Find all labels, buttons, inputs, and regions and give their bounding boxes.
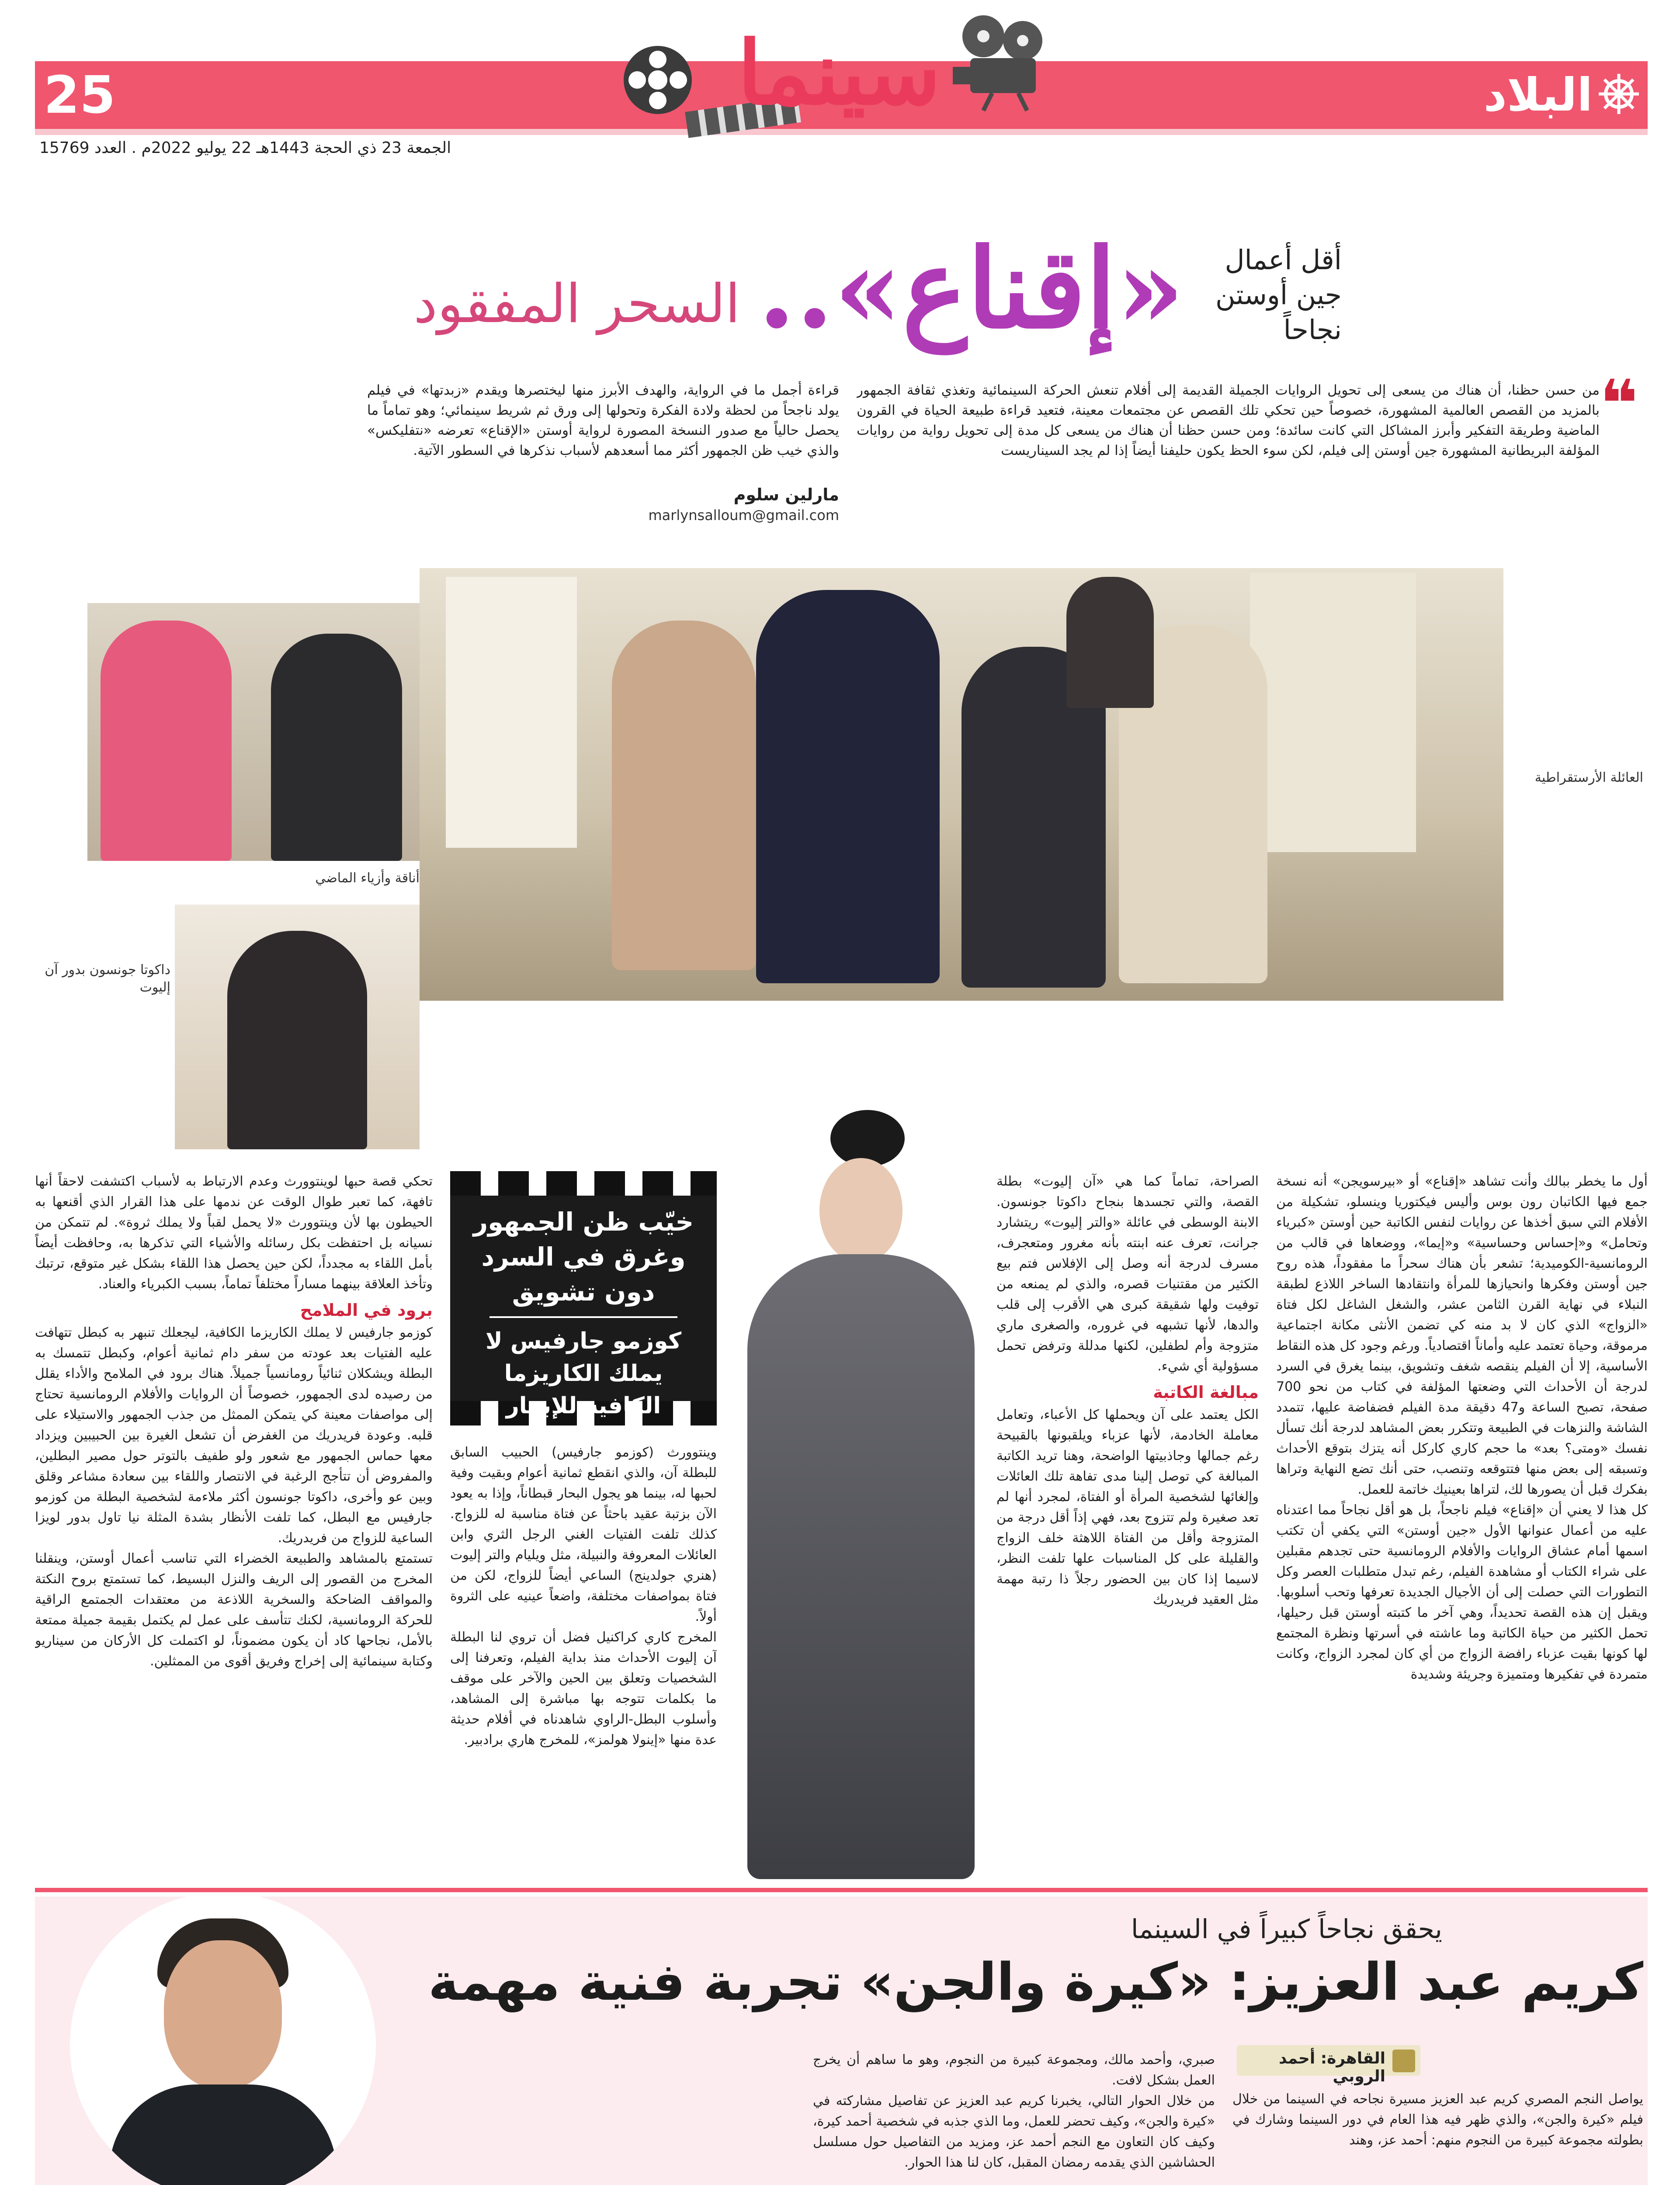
- column-text: كوزمو جارفيس لا يملك الكاريزما الكافية، ليجعلك تنبهر به كبطل تتهافت عليه الفتيات بعد عودته من سفر دام ثمانية أعوام، وكبطل تتمسك به البطلة ويشكلان ثنائياً رومانسياً جميلاً. هناك برود في الملامح والأداء يقلل من رصيده لدى الجمهور، خصوصاً أن الروايات والأفلام الرومانسية تحتاج إلى مواصفات معينة كي يتمكن الممثل من جذب الجمهور والاستيلاء على قلبه. وعودة فريدريك من الغفرض أن تشعل الغيرة بين الحبيبين ويزداد معها حماس الجمهور مع شعور ولو طفيف بالتوتر حول مصير البطلين، والمفروض أن تتأجج الرغبة في الانتصار واللقاء بين سعادة مشاعر وقلق وبين عو وأخرى، داكوتا جونسون أكثر ملاءمة لشخصية البطلة من كوزمو جارفيس مع البطل، كما تلفت الأنظار بشدة المثلة نيا تاول بدور لويزا الساعية للزواج من فريدريك. تستمتع بالمشاهد والطبيعة الخضراء التي تناسب أعمال أوستن، وينقلنا المخرج من القصور إلى الريف والنزل البسيط، كما تستمتع بروح النكتة والمواقف الضاحكة والسخرية اللاذعة من معتقدات الجمتمع الراقية للحركة الرومانسية، لكنك تتأسف على عمل لم يكتمل بقيمة جميلة ممتعة بالأمل، نجاحها كاد أن يكون مضموناً، لو اكتملت كل الأركان من سيناريو وكتابة سينمائية إلى إخراج وفريق أقوى من الممثلين.: [35, 1325, 433, 1669]
- film-projector-icon: [953, 12, 1053, 114]
- dateline-text: القاهرة: أحمد الروبي: [1278, 2050, 1385, 2085]
- section-divider: [35, 1888, 1648, 1892]
- story1-kicker: أقل أعمال جين أوستن نجاحاً: [1215, 244, 1342, 346]
- film-strip-top: [450, 1171, 717, 1196]
- author-email: marlynsalloum@gmail.com: [648, 507, 839, 524]
- subheading: برود في الملامح: [300, 1301, 433, 1320]
- karim-portrait-photo: [70, 1892, 376, 2185]
- film-reel-icon: [621, 43, 695, 119]
- figure-black-dress: [271, 634, 402, 861]
- date-line: الجمعة 23 ذي الحجة 1443هـ 22 يوليو 2022م . العدد 15769: [39, 139, 451, 157]
- family-photo: [420, 568, 1503, 1001]
- figure-dark-suit: [756, 590, 940, 983]
- column-text: تحكي قصة حبها لوينتوورث وعدم الارتباط به لأسباب اكتشفت لاحقاً أنها تافهة، كما تعبر طوال الوقت عن ندمها على هذا القرار الذي أقنعها به الحيطون بها لأن وينتوورث «لا يحمل لقباً ولا يملك ثروة». لم تتمكن من نسيانه بل احتفظت بكل رسائله والأشياء التي تذكرها به، وحافظت أيضاً بأمل اللقاء به مجدداً، لكن حين يحصل هذا اللقاء بشكل غير متوقع، ترتبك وتأخذ العلاقة بينهما مساراً مختلفاً تماماً، بسبب الكبرياء والعناد.: [35, 1174, 433, 1292]
- story1-column-2: [996, 1171, 1259, 1879]
- brand-logo: [1484, 61, 1593, 129]
- story2-title: كريم عبد العزيز: «كيرة والجن» تجربة فنية مهمة: [428, 1952, 1643, 2012]
- figure-red-dress: [612, 621, 756, 970]
- dress-shape: [747, 1254, 975, 1879]
- story1-column-4: [35, 1171, 433, 1879]
- story2-intro-right: يواصل النجم المصري كريم عبد العزيز مسيرة نجاحه في السينما من خلال فيلم «كيرة والجن»، والذي ظهر فيه هذا العام في دور السينما وشارك في بطولته مجموعة كبيرة من النجوم منهم: أحمد عز، وهند: [1232, 2091, 1643, 2148]
- subheading: مبالغة الكاتبة: [1153, 1383, 1259, 1402]
- window-backdrop: [1250, 572, 1416, 852]
- story2-kicker: يحقق نجاحاً كبيراً في السينما: [1131, 1914, 1442, 1945]
- divider: [489, 1316, 677, 1318]
- page-number: 25: [44, 65, 116, 125]
- story2-intro-left: صبري، وأحمد مالك، ومجموعة كبيرة من النجوم، وهو ما ساهم أن يخرج العمل بشكل لافت. من خلال الحوار التالي، يخبرنا كريم عبد العزيز عن تفاصيل مشاركته في «كيرة والجن»، وكيف تحضر للعمل، وما الذي جذبه في شخصية أحمد كيرة، وكيف كان التعاون مع النجم أحمد عز، ومزيد من التفاصيل حول مسلسل الحشاشين الذي يقدمه رمضان المقبل، كان لنا هذا الحوار.: [813, 2052, 1215, 2170]
- jacket-shape: [109, 2084, 337, 2185]
- byline: مارلين سلوم: [733, 485, 839, 504]
- quote-mark-icon: ❝: [1600, 366, 1638, 442]
- story1-intro-left: قراءة أجمل ما في الرواية، والهدف الأبرز منها ليختصرها ويقدم «زبدتها» في فيلم يولد ناجحاً من لحظة ولادة الفكرة وتحولها إلى ورق ثم شريط سينمائي؛ وهو تماماً ما يحصل حالياً مع صدور النسخة المصورة لرواية أوستن «الإقناع» تعرضه «نتفليكس» والذي خيب ظن الجمهور أكثر مما أسعدهم لأسباب نذكرها في السطور الآتية.: [367, 382, 839, 458]
- dateline-badge: [1237, 2045, 1420, 2085]
- story1-subtitle: السحر المفقود: [413, 273, 740, 335]
- logo-mark-icon: [1392, 2050, 1415, 2072]
- column-text: الصراحة، تماماً كما هي «آن إليوت» بطلة القصة، والتي تجسدها بنجاح داكوتا جونسون. الابنة الوسطى في عائلة «والتر إليوت» ريتشارد جرانت، تعرف عنه ابنته بأنه مغرور ومتعجرف، مسرف لدرجة أنه وصل إلى الإفلاس فتم بيع الكثير من مقتنيات قصره، والذي لم يمنعه من توفيت ولها شقيقة كبرى هي الأقرب إلى قلب والدها، لأنها تشبهه في غروره، والصغرى ماري متزوجة وأم لطفلين، لكنها مدللة وترفض تحمل مسؤولية أي شيء.: [996, 1174, 1259, 1374]
- ship-wheel-icon: [1597, 72, 1641, 116]
- quote-line-1: خيّب ظن الجمهور وغرق في السرد دون تشويق: [473, 1207, 694, 1307]
- story1-column-3: وينتوورث (كوزمو جارفيس) الحبيب السابق للبطلة آن، والذي انقطع ثمانية أعوام وبقيت وفية لحبها له، بينما هو يجول البحار قبطاناً، وإذا به يعود الآن بزتبة عقيد باحثاً عن فتاة مناسبة له للزواج. كذلك تلفت الفتيات الغني الرجل الثري وابن العائلات المعروفة والنبيلة، مثل ويليام والتر إليوت (هنري جولدينج) الساعي أيضاً للزواج، لكن من فتاة بمواصفات مختلفة، واضعاً عينيه على الثروة أولاً. المخرج كاري كراكنيل فضل أن تروي لنا البطلة آن إليوت الأحداث منذ بداية الفيلم، وتعرفنا إلى الشخصيات وتعلق بين الحين والآخر على موقف ما بكلمات تتوجه بها مباشرة إلى المشاهد، وأسلوب البطل-الراوي شاهدناه في أفلام حديثة عدة منها «إينولا هولمز»، للمخرج هاري برادبير.: [450, 1445, 717, 1748]
- column-text: الكل يعتمد على آن ويحملها كل الأعباء، وتعامل معاملة الخادمة، لأنها عزباء ويلقبونها بالقبيحة رغم جمالها وجاذبيتها الواضحة، وهنا تريد الكاتبة المبالغة كي توصل إلينا مدى تفاهة تلك العائلات وإلغائها لشخصية المرأة أو الفتاة، لمجرد أنها لم تعد صغيرة ولم تتزوج بعد، فهي إذاً أقل درجة من المتزوجة وأقل من الفتاة اللاهثة خلف الزواج والقليلة على كل المناسبات علها تلفت النظر، لاسيما إذا كان بين الحضور رجلاً ذا رتبة مهمة مثل العقيد فريدريك: [996, 1407, 1259, 1607]
- story1-title: «إقناع»..: [757, 224, 1184, 353]
- brand-name: البلاد: [1483, 68, 1593, 121]
- section-title: سينما: [737, 22, 941, 125]
- costumes-photo: [87, 603, 420, 861]
- quote-box: [450, 1196, 717, 1419]
- portrait-figure: [227, 931, 367, 1149]
- window-backdrop: [446, 577, 577, 848]
- face-shape: [164, 1940, 282, 2089]
- hat-shape: [830, 1110, 905, 1167]
- story1-intro-right: من حسن حظنا، أن هناك من يسعى إلى تحويل الروايات الجميلة القديمة إلى أفلام تنعش الحركة السينمائية وتغذي ثقافة الجمهور بالمزيد من القصص العالمية المشهورة، خصوصاً حين تحكي تلك القصص عن مجتمعات معينة، فتعيد قراءة طبيعة الحياة في القرون الماضية وطريقة التفكير وأبرز المشاكل التي كانت سائدة؛ ومن حسن حظنا أن هناك من يسعى كل مدة إلى تحويل رواية من روايات المؤلفة البريطانية المشهورة جين أوستن إلى فيلم، لكن سوء الحظ يكون حليفنا أيضاً إذا لم يجد السيناريست: [857, 382, 1600, 458]
- section-logo: [621, 3, 1058, 148]
- dakota-portrait-photo: [175, 905, 420, 1149]
- quote-line-2: كوزمو جارفيس لا يملك الكاريزما الكافية للإبهار: [485, 1328, 682, 1419]
- caption-family: العائلة الأرستقراطية: [1534, 770, 1643, 785]
- caption-costumes: أناقة وأزياء الماضي: [315, 871, 420, 886]
- dakota-cutout-photo: [721, 1110, 992, 1879]
- face-shape: [819, 1158, 902, 1263]
- caption-dakota: داكوتا جونسون بدور آن إليوت: [45, 962, 170, 995]
- figure-pink-dress: [101, 621, 232, 861]
- story1-quote-panel: [450, 1171, 717, 1433]
- figure-servant: [1066, 577, 1154, 708]
- story1-column-1: أول ما يخطر ببالك وأنت تشاهد «إقناع» أو «بيرسويجن» أنه نسخة جمع فيها الكاتبان رون بوس وأليس فيكتوريا وينسلو، تشكيلة من الأفلام التي سبق أخذها عن روايات لنفس الكاتبة حين أوستن «كبرياء وتحامل» و«إحساس وحساسية» و«إيما»، ووضعاها في قالب من الرومانسية-الكوميدية؛ تشعر بأن هناك سحراً ما مفقوداً، هذه روح جين أوستن وفكرها وانحيازها للمرأة وانتقادها الساخر اللاذع لطبقة النبلاء في نهاية القرن الثامن عشر، والشغل الشاغل لكل فتاة «الزواج» الذي كان لا بد منه كي تضمن الأنثى مكانة اجتماعية مرموقة، وحياة تعتمد عليه وأماناً اقتصادياً. ورغم وجود كل هذه النقاط الأساسية، إلا أن الفيلم ينقصه شغف وتشويق، بينما يغرق في السرد لدرجة أن الأحداث التي وضعتها المؤلفة في كتاب من نحو 700 صفحة، تصبح الساعة و47 دقيقة مدة الفيلم فضفاضة عليها، تتمدد الشاشة والنزهات في الطبيعة وتتكرر بعض المشاهد لدرجة أنك تسأل نفسك «ومتى؟ بعد» ما حجم كاري كاركل أنه يتزك بتوقع الأحداث وتسبقه إلى بعض منها فتتوقعه وتنصب، حتى أنك تضع النهاية وتراها بفكرك قبل أن يصورها لك، لتراها بعينيك خاتمة للعمل. كل هذا لا يعني أن «إقناع» فيلم ناجحاً، بل هو أقل نجاحاً مما اعتدناه عليه من أعمال عنوانها الأول «جين أوستن» التي يكفي أن تكتب اسمها أمام عشاق الروايات والأفلام الرومانسية حتى تجدهم مقبلين على شراء الكتاب أو مشاهدة الفيلم، رغم تبدل متطلبات العصر وكل التطورات التي حصلت إلى أن الأجيال الجديدة تعرفها وتحب أسلوبها. ويقبل إن هذه القصة تحديداً، وهي آخر ما كتبته أوستن قبل رحيلها، تحمل الكثير من حياة الكاتبة وما عاشته في أسرتها ونظرة المجتمع لها كونها بقيت عزباء رافضة الزواج من أي كان لمجرد الزواج، وكانت متمردة في تفكيرها ومتميزة وجريئة وشديدة: [1276, 1174, 1648, 1682]
